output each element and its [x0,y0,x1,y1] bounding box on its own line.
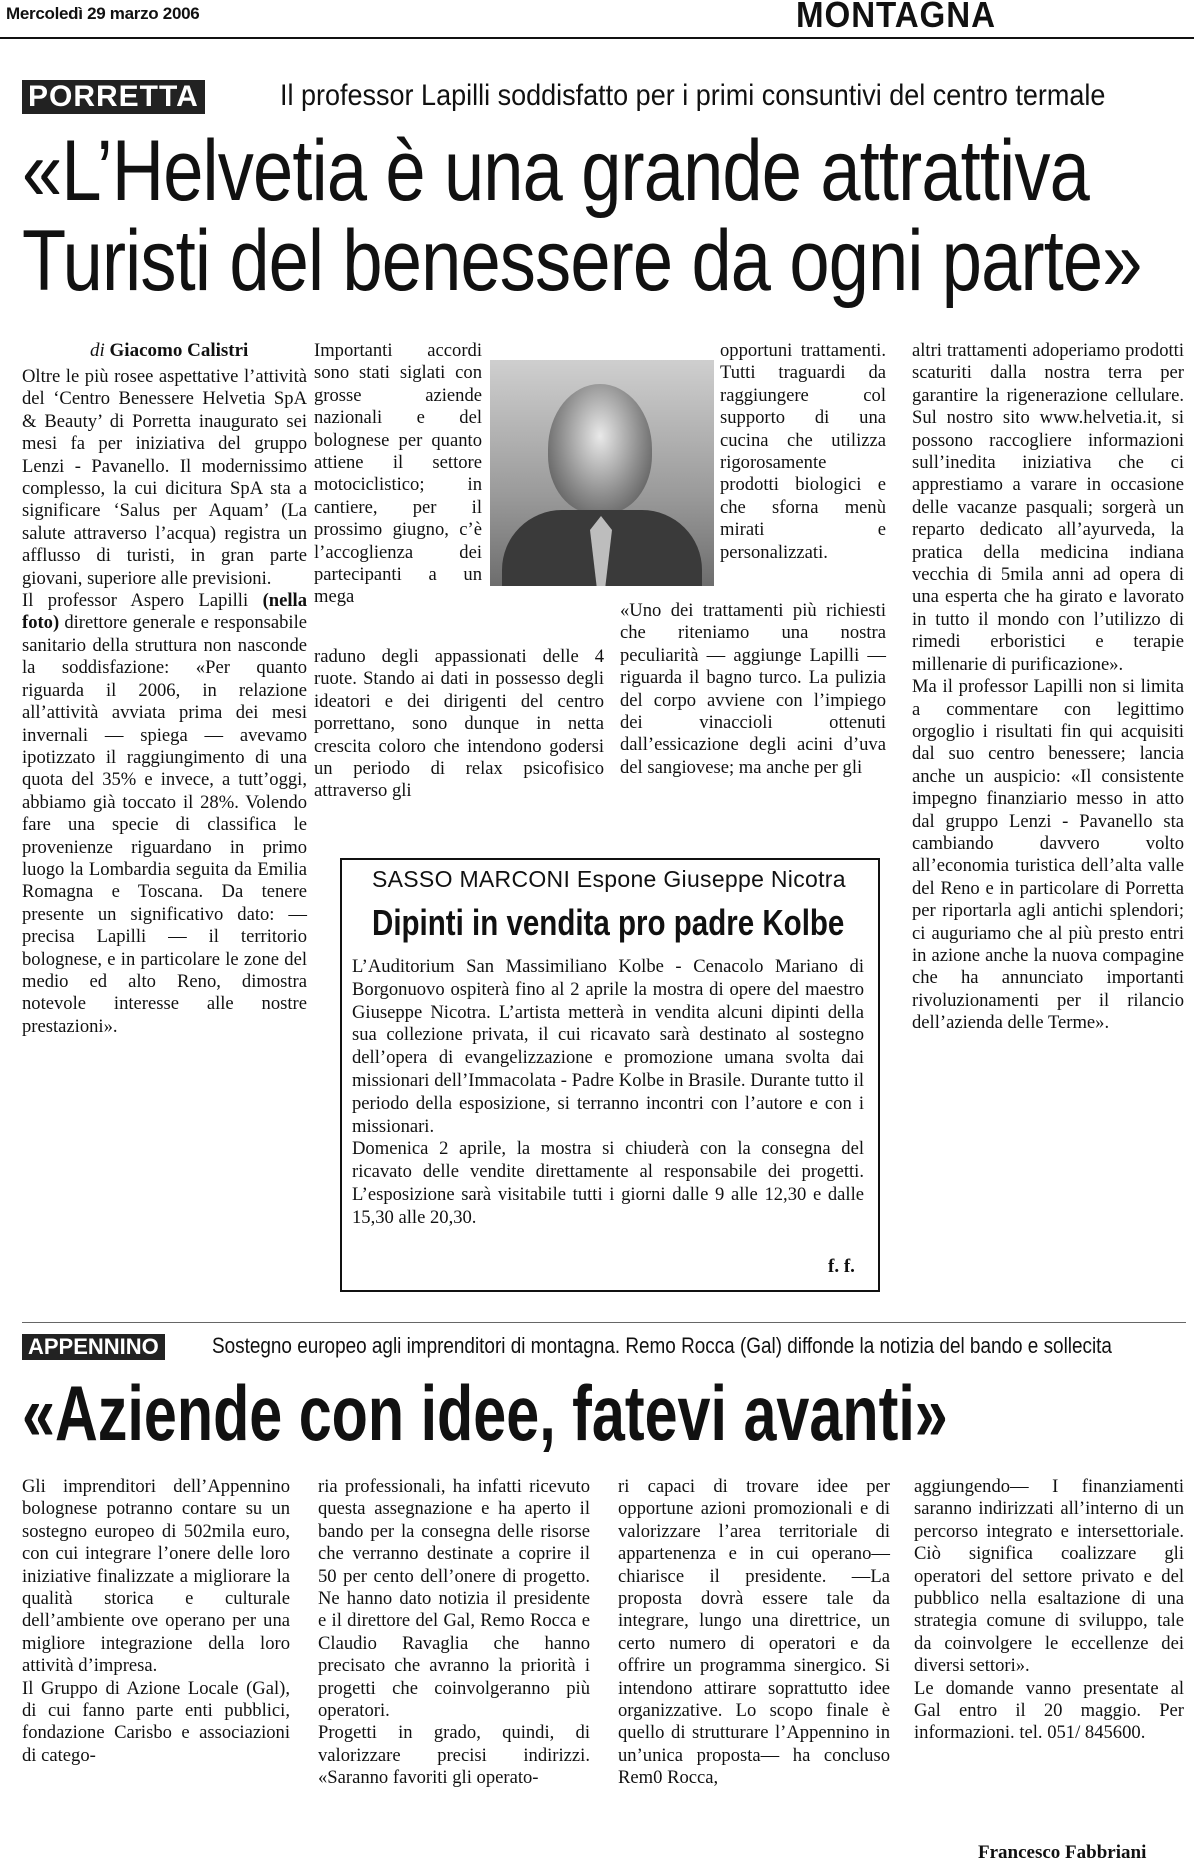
article2-column-4 [914,1476,1184,1745]
article2-signature: Francesco Fabbriani [978,1842,1147,1863]
article1-col1-para1: Oltre le più rosee aspettative l’attività del ‘Centro Benessere Helvetia SpA & Beauty’ di Porretta inaugurato sei mesi fa per iniziativa del gruppo Lenzi - Pavanello. Il modernissimo complesso, la cui dicitura SpA sta a significare ‘Salus per Aquam’ (La salute attraverso l’acqua) registra un afflusso di turisti, in gran parte giovani, superiore alle previsioni. [22,366,307,589]
byline-prefix: di [90,340,105,361]
article1-col4-para1: altri trattamenti adoperiamo prodotti scaturiti dalla nostra terra per garantire la rigenerazione cellulare. Sul nostro sito www.helvetia.it, si possono raccogliere informazioni sull’inedita iniziativa che ci apprestiamo a varare in occasione delle vacanze pasquali; sorgerà un reparto dedicato all’ayurveda, la pratica della medicina indiana vecchia di 5mila anni ad opera di una esperta che ha girato e lavorato in tutto il mondo con l’utilizzo di rimedi erboristici e terapie millenarie di purificazione». [912,340,1184,675]
top-rule [0,37,1194,39]
article1-col2b-text: raduno degli appassionati delle 4 ruote. Stando ai dati in possesso degli ideatori e dei dirigenti del centro porrettano, sono dunque in netta crescita coloro che intendono godersi un periodo di relax psicofisico attraverso gli [314,646,604,802]
portrait-head [548,384,652,514]
article1-col3-text: opportuni trattamenti. Tutti traguardi da raggiungere col supporto di una cucina che utilizza rigorosamente prodotti biologici e che sforna menù mirati e personalizzati. [720,340,886,563]
article1-column-3 [720,340,886,564]
article2-col4-para1: aggiungendo— I finanziamenti saranno indirizzati all’interno di un percorso integrato e intersettoriale. Ciò significa coalizzare gli operatori del settore privato e del pubblico nella esaltazione di una strategia comune di sviluppo, tale da coinvolgere le eccellenze dei diversi settori». [914,1476,1184,1677]
col1b-bold: (nella foto) [22,590,307,634]
article1-col2-text: Importanti accordi sono stati siglati con grosse aziende nazionali e del bolognese per quanto attiene il settore motociclistico; in cantiere, per il prossimo giugno, c’è l’accoglienza dei partecipanti a un mega [314,340,482,608]
article2-headline: «Aziende con idee, fatevi avanti» [22,1369,948,1457]
article2-col1-para1: Gli imprenditori dell’Appennino bolognese potranno contare su un sostegno europeo di 502mila euro, con cui integrare l’onere delle loro iniziative finalizzate a migliorare la qualità storica e culturale dell’ambiente ove operano per una migliore integrazione della loro attività d’impresa. [22,1476,290,1677]
col1b-prefix: Il professor Aspero Lapilli [22,590,249,612]
article2-col1-para2: Il Gruppo di Azione Locale (Gal), di cui fanno parte enti pubblici, fondazione Carisbo e associazioni di catego- [22,1677,290,1766]
article1-headline-line2: Turisti del benessere da ogni parte» [22,213,1142,309]
article2-col2-para2: Progetti in grado, quindi, di valorizzare precisi indirizzi. «Saranno favoriti gli operato- [318,1722,590,1789]
article1-headline-line1: «L’Helvetia è una grande attrattiva [22,123,1089,219]
box-body-para1: L’Auditorium San Massimiliano Kolbe - Cenacolo Mariano di Borgonuovo ospiterà fino al 2 aprile la mostra di opere del maestro Giuseppe Nicotra. L’artista metterà in vendita alcuni dipinti della sua collezione privata, il cui ricavato sarà destinato al sostegno dell’opera di evangelizzazione e promozione umana svolta dai missionari dell’Immacolata - Padre Kolbe in Brasile. Durante tutto il periodo della esposizione, si terranno incontri con l’autore e con i missionari. [352,956,864,1137]
article2-kicker: APPENNINO [22,1334,165,1360]
article1-col4-para2: Ma il professor Lapilli non si limita a commentare con legittimo orgoglio i risultati fin qui acquisiti dal suo centro benessere; lancia anche un auspicio: «Il consistente impegno finanziario messo in atto dal gruppo Lenzi - Pavanello sta cambiando davvero volto all’economia turistica dell’alta valle del Reno e in particolare di Porretta per riportarla agli antichi splendori; ci auguriamo che al più presto entri in azione anche la nuova compagine che ha annunciato importanti rivoluzionamenti per il rilancio dell’azienda delle Terme». [912,676,1184,1034]
article2-column-1 [22,1476,290,1767]
article2-subheadline: Sostegno europeo agli imprenditori di montagna. Remo Rocca (Gal) diffonde la notizia del bando e sollecita [212,1333,1112,1358]
section-title: MONTAGNA [796,0,996,35]
portrait-photo [490,360,714,586]
article2-col3-text: ri capaci di trovare idee per opportune azioni promozionali e di valorizzare l’area territoriale di appartenenza e in cui operano— chiarisce il presidente. —La proposta dovrà essere tale da integrare, lungo una direttrice, un certo numero di operatori e da offrire un programma sinergico. Si intendono attirare soprattutto idee organizzative. Lo scopo finale è quello di strutturare l’Appennino in un’unica proposta— ha concluso Rem0 Rocca, [618,1476,890,1789]
box-title: Dipinti in vendita pro padre Kolbe [372,902,845,943]
article1-kicker: PORRETTA [22,80,205,114]
article1-headline [22,123,1142,309]
byline-name: Giacomo Calistri [109,340,249,361]
article1-column-1 [22,366,307,1038]
page-date: Mercoledì 29 marzo 2006 [6,4,200,23]
box-body [352,956,864,1230]
article1-column-4 [912,340,1184,1035]
article1-byline [90,340,248,362]
box-signature: f. f. [828,1256,855,1277]
article1-subheadline: Il professor Lapilli soddisfatto per i primi consuntivi del centro termale [280,79,1106,112]
article1-column-3b [620,600,886,779]
col1b-rest: direttore generale e responsabile sanitario della struttura non nasconde la soddisfazione: «Per quanto riguarda il 2006, in relazione all’attività avviata prima dei mesi invernali — spiega — avevamo ipotizzato il raggiungimento di una quota del 35% e invece, a tutt’oggi, abbiamo già toccato il 28%. Volendo fare una specie di classifica le provenienze riguardano in primo luogo la Lombardia seguita da Emilia Romagna e Toscana. Da tenere presente un significativo dato: — precisa Lapilli — il territorio bolognese, e in particolare le zone del medio ed alto Reno, dimostra notevole interesse alle nostre prestazioni». [22,612,307,1037]
article2-col4-para2: Le domande vanno presentate al Gal entro il 20 maggio. Per informazioni. tel. 051/ 845600. [914,1677,1184,1744]
middle-rule [22,1322,1186,1323]
box-kicker: SASSO MARCONI Espone Giuseppe Nicotra [372,866,846,892]
article1-column-2b [314,646,604,803]
article2-column-2 [318,1476,590,1790]
article2-col2-para1: ria professionali, ha infatti ricevuto questa assegnazione e ha aperto il bando per la consegna delle risorse che verranno destinate a coprire il 50 per cento dell’onere di progetto. Ne hanno dato notizia il presidente e il direttore del Gal, Remo Rocca e Claudio Ravaglia che hanno precisato che avranno la priorità i progetti che coinvolgeranno più operatori. [318,1476,590,1722]
article1-col3b-text: «Uno dei trattamenti più richiesti che riteniamo una nostra peculiarità — aggiunge Lapilli — riguarda il bagno turco. La pulizia del corpo avviene con l’impiego dei vinaccioli ottenuti dall’essicazione degli acini d’uva del sangiovese; ma anche per gli [620,600,886,778]
article2-column-3 [618,1476,890,1790]
box-body-para2: Domenica 2 aprile, la mostra si chiuderà con la consegna del ricavato delle vendite direttamente al responsabile dei progetti. L’esposizione sarà visitabile tutti i giorni dalle 9 alle 12,30 e dalle 15,30 alle 20,30. [352,1138,864,1228]
article1-column-2 [314,340,482,609]
article1-col1-para2 [22,590,307,1038]
